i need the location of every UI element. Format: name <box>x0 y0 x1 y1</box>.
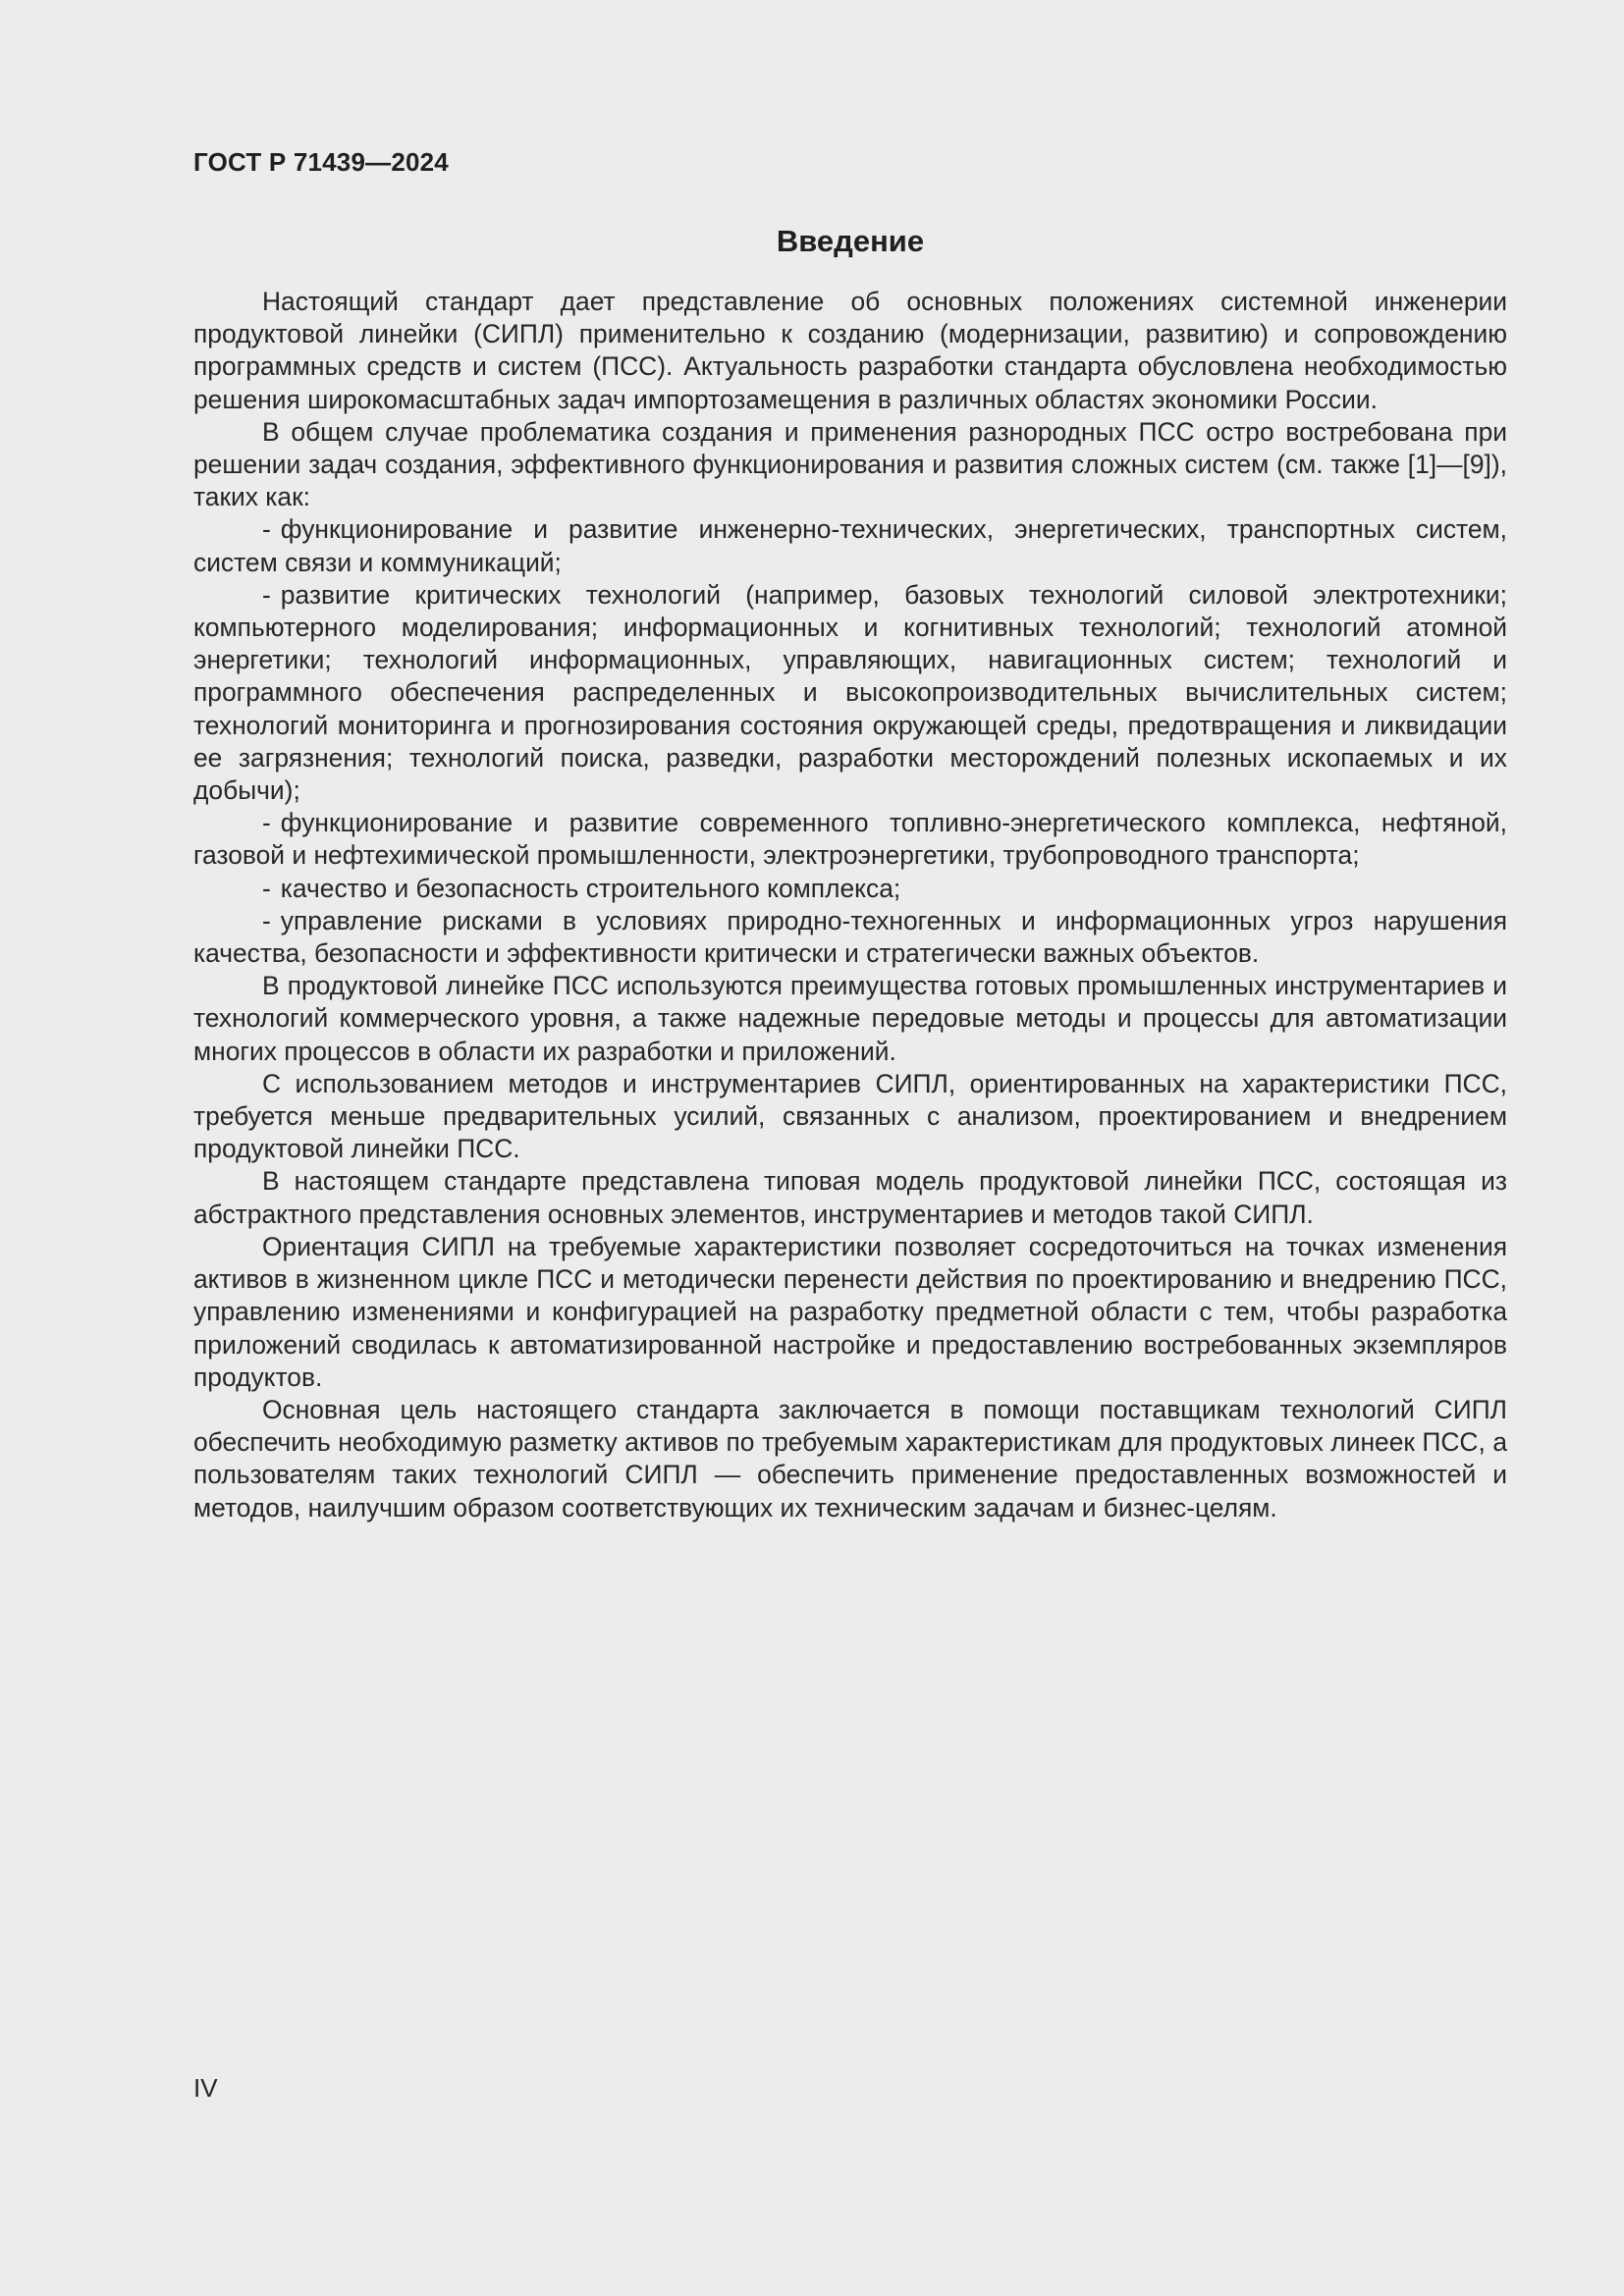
list-dash: - <box>262 808 271 838</box>
paragraph: В продуктовой линейке ПСС используются преимущества готовых промышленных инструментариев и технологий коммерческого уровня, а также надежные передовые методы и процессы для автоматизации многих процессов в области их разработки и приложений. <box>193 971 1507 1066</box>
section-body <box>193 286 1507 1524</box>
list-dash: - <box>262 579 271 610</box>
list-item-text: развитие критических технологий (например, базовых технологий силовой электротехники; компьютерного моделирования; информационных и когнитивных технологий; технологий атомной энергетики; технологий информационных, управляющих, навигационных систем; технологий и программного обеспечения распределенных и высокопроизводительных вычислительных систем; технологий мониторинга и прогнозирования состояния окружающей среды, предотвращения и ликвидации ее загрязнения; технологий поиска, разведки, разработки месторождений полезных ископаемых и их добычи); <box>193 579 1507 806</box>
paragraph: Ориентация СИПЛ на требуемые характеристики позволяет сосредоточиться на точках изменения активов в жизненном цикле ПСС и методически перенести действия по проектированию и внедрению ПСС, управлению изменениями и конфигурацией на разработку предметной области с тем, чтобы разработка приложений сводилась к автоматизированной настройке и предоставлению востребованных экземпляров продуктов. <box>193 1231 1507 1392</box>
paragraph: С использованием методов и инструментариев СИПЛ, ориентированных на характеристики ПСС, требуется меньше предварительных усилий, связанных с анализом, проектированием и внедрением продуктовой линейки ПСС. <box>193 1068 1507 1164</box>
document-page <box>193 0 1507 2296</box>
list-item <box>193 513 1507 578</box>
paragraph: В общем случае проблематика создания и применения разнородных ПСС остро востребована при решении задач создания, эффективного функционирования и развития сложных систем (см. также [1]—[9]), таких как: <box>193 416 1507 512</box>
list-item <box>193 905 1507 970</box>
list-item-text: функционирование и развитие инженерно-технических, энергетических, транспортных систем, систем связи и коммуникаций; <box>193 514 1507 577</box>
list-dash: - <box>262 514 271 545</box>
list-dash: - <box>262 873 271 903</box>
paragraph: Настоящий стандарт дает представление об основных положениях системной инженерии продуктовой линейки (СИПЛ) применительно к созданию (модернизации, развитию) и сопровождению программных средств и систем (ПСС). Актуальность разработки стандарта обусловлена необходимостью решения широкомасштабных задач импортозамещения в различных областях экономики России. <box>193 287 1507 414</box>
section-title: Введение <box>776 224 925 258</box>
list-item <box>193 579 1507 807</box>
paragraph: Основная цель настоящего стандарта заключается в помощи поставщикам технологий СИПЛ обеспечить необходимую разметку активов по требуемым характеристикам для продуктовых линеек ПСС, а пользователям таких технологий СИПЛ — обеспечить применение предоставленных возможностей и методов, наилучшим образом соответствующих их техническим задачам и бизнес-целям. <box>193 1394 1507 1522</box>
page-number: IV <box>193 2073 218 2103</box>
paragraph: В настоящем стандарте представлена типовая модель продуктовой линейки ПСС, состоящая из абстрактного представления основных элементов, инструментариев и методов такой СИПЛ. <box>193 1166 1507 1229</box>
list-item <box>193 873 1507 905</box>
list-dash: - <box>262 905 271 935</box>
list-item <box>193 807 1507 872</box>
document-code: ГОСТ Р 71439—2024 <box>193 147 449 177</box>
list-item-text: качество и безопасность строительного комплекса; <box>280 873 901 903</box>
list-item-text: управление рисками в условиях природно-техногенных и информационных угроз нарушения качества, безопасности и эффективности критически и стратегически важных объектов. <box>193 905 1507 969</box>
list-item-text: функционирование и развитие современного топливно-энергетического комплекса, нефтяной, газовой и нефтехимической промышленности, электроэнергетики, трубопроводного транспорта; <box>193 808 1507 871</box>
